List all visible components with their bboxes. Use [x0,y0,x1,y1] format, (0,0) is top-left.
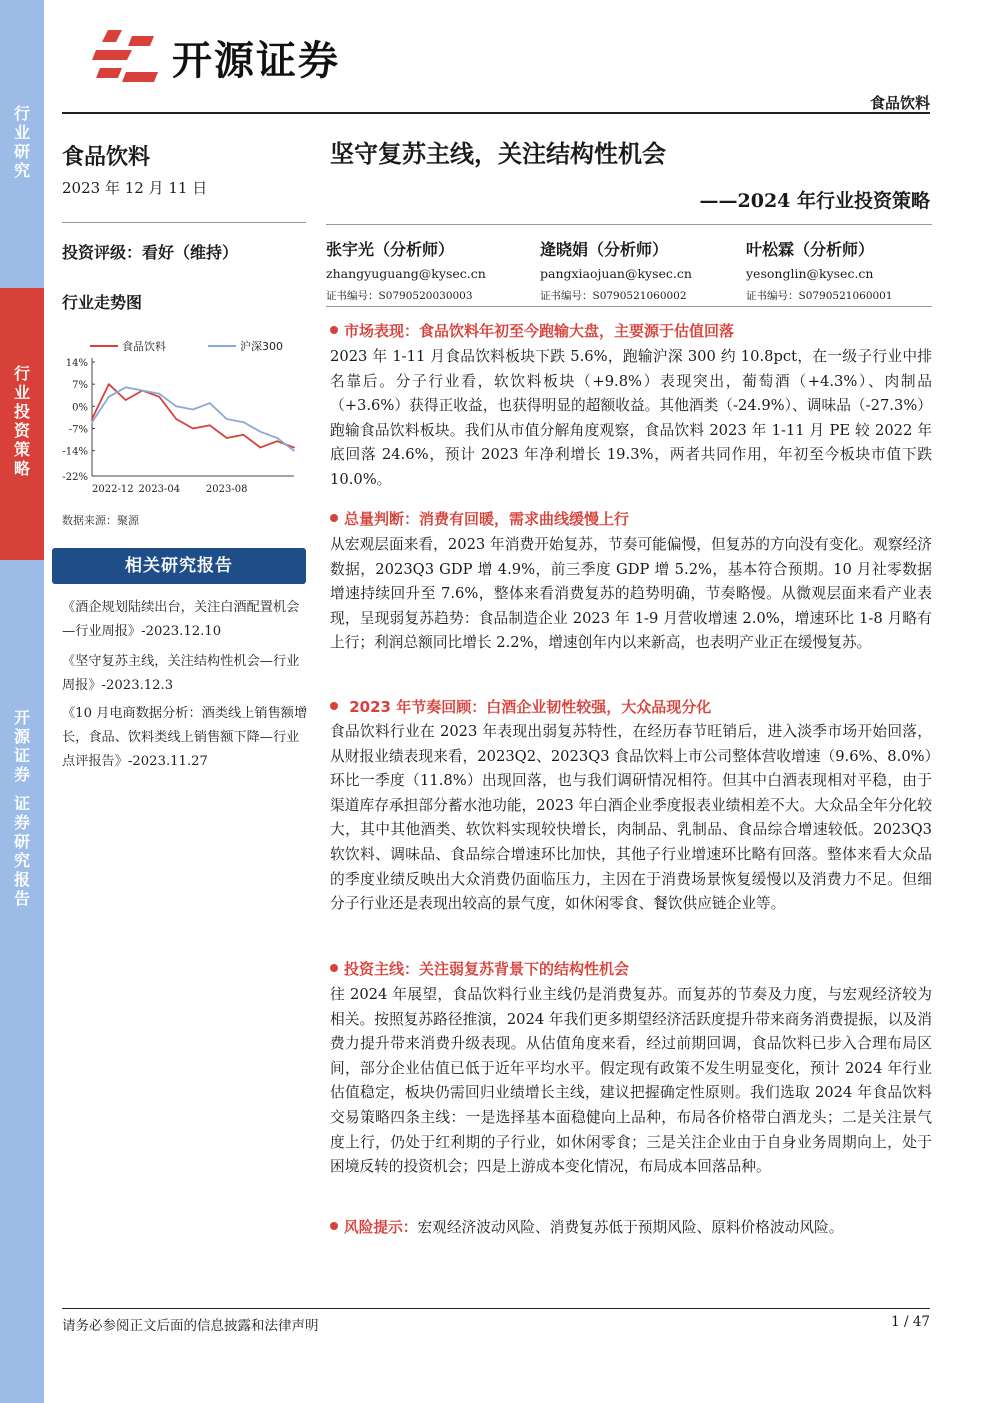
side-label-char: 行 [13,364,30,383]
side-label-char: 策 [13,440,30,459]
title-divider [326,224,932,225]
x-tick-label: 2023-04 [138,484,181,495]
data-point [293,450,295,452]
data-point [158,393,160,395]
bullet-icon [330,964,338,972]
related-reports-title: 相关研究报告 [52,548,306,584]
side-label-char: 略 [13,459,30,478]
investment-rating: 投资评级：看好（维持） [62,243,239,262]
side-label-char: 资 [13,421,30,440]
data-point [108,396,110,398]
side-label-report [0,708,44,908]
data-point [125,386,127,388]
side-label-char: 究 [13,161,30,180]
analyst-name: 逄晓娟（分析师） [540,240,669,259]
related-report-link[interactable]: 《酒企规划陆续出台，关注白酒配置机会—行业周报》-2023.12.10 [62,600,300,639]
y-tick-label: -14% [62,446,88,458]
chart-legend [90,339,283,353]
section-heading [330,958,629,980]
chart-series [91,383,295,451]
analyst-cert: 证书编号：S0790521060001 [746,290,893,302]
section-heading [330,508,629,530]
data-point [276,437,278,439]
bullet-icon [330,1222,338,1230]
data-source: 数据来源：聚源 [62,514,139,527]
side-label-char: 券 [13,813,30,832]
brand-name: 开源证券 [172,38,340,84]
data-point [209,424,211,426]
header-divider [62,112,930,114]
bullet-icon [330,702,338,710]
section-heading-text: 投资主线：关注弱复苏背景下的结构性机会 [344,960,630,978]
side-label-char: 业 [13,383,30,402]
footer-disclaimer[interactable]: 请务必参阅正文后面的信息披露和法律声明 [62,1318,319,1334]
bullet-icon [330,326,338,334]
data-point [91,421,93,423]
data-point [226,437,228,439]
side-label-char: 究 [13,851,30,870]
left-divider [62,222,306,223]
bullet-icon [330,514,338,522]
data-point [142,390,144,392]
risk-label: 风险提示： [344,1219,418,1236]
side-label-char: 研 [13,142,30,161]
data-point [259,431,261,433]
section-body: 食品饮料行业在 2023 年表现出弱复苏特性，在经历春节旺销后，进入淡季市场开始回落，从财报业绩表现来看，2023Q2、2023Q3 食品饮料上市公司整体营收增速（9.6%、8.0%）环比一季度（11.8%）出现回落，也与我们调研情况相符。但其中白酒表现相对平稳，由于渠道库存承担部分蓄水池功能，2023 年白酒企业季度报表业绩相差不大。大众品全年分化较大，其中其他酒类、软饮料实现较快增长，肉制品、乳制品、食品综合增速较低。2023Q3 软饮料、调味品、食品综合增速环比加快，其他子行业增速环比略有回落。整体来看大众品的季度业绩反映出大众消费仍面临压力，主因在于消费场景恢复缓慢以及消费力不足。但细分子行业还是表现出较高的景气度，如休闲零食、餐饮供应链企业等。 [330,723,932,913]
data-point [192,409,194,411]
side-label-char: 券 [13,765,30,784]
brand-logo-icon [92,28,162,88]
data-point [175,405,177,407]
y-tick-label: 14% [65,358,88,369]
data-point [158,396,160,398]
data-point [108,383,110,385]
side-label-char: 研 [13,832,30,851]
side-label-research [0,104,44,180]
y-tick-label: 7% [72,380,88,392]
legend-label: 沪深300 [240,340,283,353]
side-label-char: 报 [13,870,30,889]
header-category: 食品饮料 [869,94,930,112]
analyst-card [540,238,740,305]
data-point [125,399,127,401]
trend-chart-title: 行业走势图 [62,293,143,312]
section-heading-text: 市场表现：食品饮料年初至今跑输大盘，主要源于估值回落 [344,322,735,340]
risk-text: 宏观经济波动风险、消费复苏低于预期风险、原料价格波动风险。 [417,1219,844,1236]
side-label-char: 开 [13,708,30,727]
legend-label: 食品饮料 [122,340,166,353]
data-point [226,418,228,420]
report-subtitle: ——2024 年行业投资策略 [699,190,930,212]
data-point [209,402,211,404]
side-label-char: 告 [13,889,30,908]
y-tick-label: -22% [62,472,88,483]
report-title: 坚守复苏主线，关注结构性机会 [330,140,666,168]
analyst-card [746,238,946,305]
section-body: 往 2024 年展望，食品饮料行业主线仍是消费复苏。而复苏的节奏及力度，与宏观经济较为相关。按照复苏路径推演，2024 年我们更多期望经济活跃度提升带来商务消费提振，以及消费力提升带来消费升级表现。从估值角度来看，经过前期回调，食品饮料已步入合理布局区间，部分企业估值已低于近年平均水平。假定现有政策不发生明显变化，预计 2024 年行业估值稳定，板块仍需回归业绩增长主线，建议把握确定性原则。我们选取 2024 年食品饮料交易策略四条主线：一是选择基本面稳健向上品种，布局各价格带白酒龙头；二是关注景气度上行，仍处于红利期的子行业，如休闲零食；三是关注企业由于自身业务周期向上，处于困境反转的投资机会；四是上游成本变化情况，布局成本回落品种。 [330,986,932,1176]
section-heading-text: 总量判断：消费有回暖，需求曲线缓慢上行 [344,510,630,528]
section-body: 从宏观层面来看，2023 年消费开始复苏，节奏可能偏慢，但复苏的方向没有变化。观察经济数据，2023Q3 GDP 增 4.9%，前三季度 GDP 增 5.2%，基本符合预期。10 月社零数据增速持续回升至 7.6%，整体来看消费复苏的趋势明确，节奏略慢。从微观层面来看产业表现，呈现弱复苏趋势：食品制造企业 2023 年 1-9 月营收增速 2.0%，增速环比 1-8 月略有上行；利润总额同比增长 2.2%，增速创年内以来新高，也表明产业正在缓慢复苏。 [330,536,932,652]
data-point [175,418,177,420]
section-heading [330,696,711,718]
data-point [293,447,295,449]
y-tick-label: 0% [72,402,88,414]
analyst-email[interactable]: pangxiaojuan@kysec.cn [540,266,692,281]
analyst-card [326,238,526,305]
y-tick-label: -7% [68,424,88,436]
side-strip [0,0,44,1403]
data-point [243,421,245,423]
side-label-char: 投 [13,402,30,421]
chart-axes [62,358,294,495]
analyst-divider [326,306,932,307]
analyst-cert: 证书编号：S0790520030003 [326,290,473,302]
section-heading-text: 2023 年节奏回顾：白酒企业韧性较强，大众品现分化 [344,698,712,716]
industry-trend-chart [62,328,302,508]
analyst-name: 张宇光（分析师） [326,240,455,259]
footer-divider [62,1308,930,1309]
data-point [192,428,194,430]
section-body: 2023 年 1-11 月食品饮料板块下跌 5.6%，跑输沪深 300 约 10.8pct，在一级子行业中排名靠后。分子行业看，软饮料板块（+9.8%）表现突出，葡萄酒（+4.3%）、肉制品（+3.6%）获得正收益，也获得明显的超额收益。其他酒类（-24.9%）、调味品（-27.3%）跑输食品饮料板块。我们从市值分解角度观察，食品饮料 2023 年 1-11 月 PE 较 2022 年底回落 24.6%，预计 2023 年净利增长 19.3%，两者共同作用，年初至今板块市值下跌 10.0%。 [330,348,932,488]
side-label-char: 业 [13,123,30,142]
side-label-char: 证 [13,794,30,813]
side-label-char: 证 [13,746,30,765]
side-label-char: 源 [13,727,30,746]
data-point [259,447,261,449]
report-date: 2023 年 12 月 11 日 [62,179,208,197]
page-number: 1 / 47 [891,1314,930,1330]
data-point [243,434,245,436]
x-tick-label: 2022-12 [92,484,134,495]
series-line [92,384,294,447]
related-report-link[interactable]: 《10 月电商数据分析：酒类线上销售额增长，食品、饮料类线上销售额下降—行业点评报告》-2023.11.27 [62,706,308,769]
data-point [276,440,278,442]
analyst-email[interactable]: zhangyuguang@kysec.cn [326,266,486,281]
section-heading [330,320,734,342]
risk-note [330,1216,843,1240]
related-report-link[interactable]: 《坚守复苏主线，关注结构性机会—行业周报》-2023.12.3 [62,654,300,693]
analyst-name: 叶松霖（分析师） [746,240,875,259]
analyst-cert: 证书编号：S0790521060002 [540,290,687,302]
side-label-char: 行 [13,104,30,123]
industry-label: 食品饮料 [62,145,151,170]
side-label-strategy [0,364,44,478]
analyst-email[interactable]: yesonglin@kysec.cn [746,266,874,281]
x-tick-label: 2023-08 [205,484,248,495]
